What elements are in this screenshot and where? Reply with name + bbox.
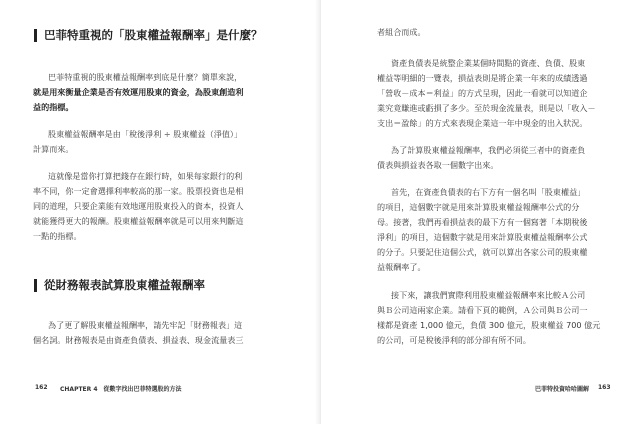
text-line: 的公司，可是稅後淨利的部分卻有所不同。 xyxy=(377,335,531,345)
text-line-bold: 益的指標。 xyxy=(33,102,74,112)
running-footer-chapter: CHAPTER 4 從數字找出巴菲特選股的方法 xyxy=(60,386,182,393)
text-line: 的項目，這個數字就是用來計算股東權益報酬率公式的分 xyxy=(377,202,580,212)
text-line: 股東權益報酬率是由「稅後淨利 ÷ 股東權益（淨值）」 xyxy=(48,129,243,139)
left-page xyxy=(0,0,321,424)
text-line: 首先，在資產負債表的右下方有一個名叫「股東權益」 xyxy=(391,187,586,197)
text-line: 債表與損益表各取一個數字出來。 xyxy=(377,160,499,170)
section-heading-roe xyxy=(34,27,263,43)
text-line: 一點的指標。 xyxy=(33,231,82,241)
text-line-bold: 就是用來衡量企業是否有效運用股東的資金，為股東創造利 xyxy=(33,87,244,97)
section-heading-financial-statements-text: 從財務報表試算股東權益報酬率 xyxy=(44,278,205,292)
text-line: 的分子。只要記住這個公式，就可以算出各家公司的股東權 xyxy=(377,247,588,257)
text-line: 就能獲得更大的報酬。股東權益報酬率就是可以用來判斷這 xyxy=(33,216,244,226)
text-line: 資產負債表是統整企業某個時間點的資產、負債、股東 xyxy=(391,58,586,68)
text-line: 支出＝盈餘」的方式來表現企業這一年中現金的出入狀況。 xyxy=(377,118,588,128)
text-line: 為了更了解股東權益報酬率，請先牢記「財務報表」這 xyxy=(48,320,243,330)
text-line: 業究竟賺進或虧損了多少。至於現金流量表，則是以「收入－ xyxy=(377,103,596,113)
text-line: 淨利」的項目，這個數字就是用來計算股東權益報酬率公式 xyxy=(377,232,588,242)
text-line: 「營收－成本＝利益」的方式呈現，因此一看就可以知道企 xyxy=(377,88,588,98)
page-number-right: 163 xyxy=(598,384,611,391)
text-line: 權益等明細的一覽表，損益表則是將企業一年來的成績透過 xyxy=(377,73,588,83)
text-line: 益報酬率了。 xyxy=(377,262,426,272)
text-line: 為了計算股東權益報酬率，我們必須從三者中的資產負 xyxy=(391,145,586,155)
text-line: 率不同，你一定會選擇利率較高的那一家。股票投資也是相 xyxy=(33,186,244,196)
text-line: 樣都是資產 1,000 億元，負債 300 億元，股東權益 700 億元 xyxy=(377,320,601,330)
heading-bar xyxy=(34,29,37,42)
section-heading-financial-statements xyxy=(34,277,205,293)
heading-bar xyxy=(34,279,37,292)
text-line: 母。接著，我們再看損益表的最下方有一個寫著「本期稅後 xyxy=(377,217,588,227)
running-footer-title: 巴菲特投資哈哈圖解 xyxy=(535,386,590,393)
text-line: 這就像是當你打算把錢存在銀行時，如果每家銀行的利 xyxy=(48,171,243,181)
text-line: 與Ｂ公司這兩家企業。請看下頁的範例，Ａ公司與Ｂ公司一 xyxy=(377,305,588,315)
right-page xyxy=(321,0,643,424)
text-line: 者組合而成。 xyxy=(377,27,426,37)
text-line: 接下來，讓我們實際利用股東權益報酬率來比較Ａ公司 xyxy=(391,290,586,300)
text-line: 計算而來。 xyxy=(33,144,74,154)
text-line: 同的道理，只要企業能有效地運用股東投入的資本，投資人 xyxy=(33,201,244,211)
text-line: 個名詞。財務報表是由資產負債表、損益表、現金流量表三 xyxy=(33,335,244,345)
page-number-left: 162 xyxy=(35,384,48,391)
text-line: 巴菲特重視的股東權益報酬率到底是什麼？簡單來說， xyxy=(48,72,243,82)
section-heading-roe-text: 巴菲特重視的「股東權益報酬率」是什麼？ xyxy=(44,28,263,42)
